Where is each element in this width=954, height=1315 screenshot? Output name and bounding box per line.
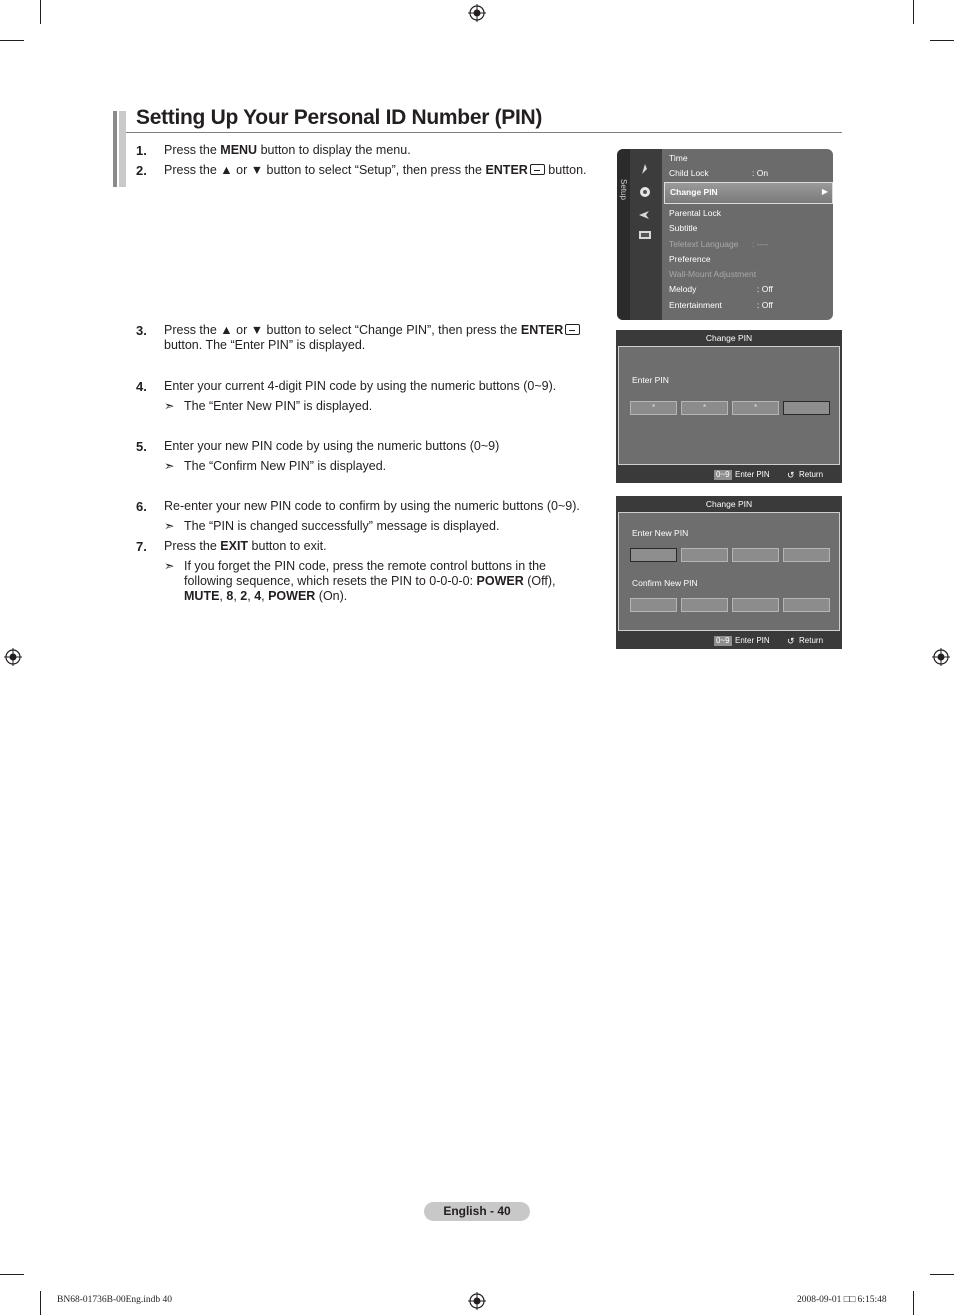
- setup-menu-screenshot: [617, 149, 833, 320]
- menu-side-strip: [617, 149, 630, 320]
- crop-mark: [930, 1274, 954, 1275]
- registration-mark-icon: [468, 4, 486, 22]
- step-text: Enter your current 4-digit PIN code by using the numeric buttons (0~9).: [164, 379, 557, 393]
- menu-item-preference[interactable]: Preference: [669, 254, 711, 264]
- menu-value-teletext-language: : ----: [752, 239, 769, 249]
- step-text: Press the ▲ or ▼ button to select “Setup”, then press the ENTER button.: [164, 163, 587, 177]
- input-icon: [638, 209, 652, 221]
- confirm-new-pin-label: Confirm New PIN: [632, 578, 698, 588]
- footer-return[interactable]: Return: [799, 636, 824, 645]
- pin-digit-box[interactable]: *: [630, 401, 677, 415]
- dialog-footer: [616, 467, 842, 483]
- footer-enter-pin: Enter PIN: [735, 470, 770, 479]
- step-text: Press the MENU button to display the menu.: [164, 143, 411, 157]
- application-icon: [638, 229, 652, 241]
- menu-item-change-pin[interactable]: [664, 182, 833, 204]
- step-number: 7.: [136, 539, 147, 554]
- print-datetime: 2008-09-01 □□ 6:15:48: [797, 1295, 887, 1305]
- new-pin-digit-box[interactable]: [732, 548, 779, 562]
- new-pin-digit-box[interactable]: [681, 548, 728, 562]
- return-icon: ↺: [787, 470, 795, 480]
- note-arrow-icon: ➣: [164, 519, 175, 533]
- step-number: 2.: [136, 163, 147, 178]
- title-accent-bar: [113, 111, 117, 187]
- new-pin-digit-box-active[interactable]: [630, 548, 677, 562]
- step-number: 5.: [136, 439, 147, 454]
- title-accent-bar: [119, 111, 126, 187]
- step-text: Press the EXIT button to exit.: [164, 539, 327, 553]
- note-text: If you forget the PIN code, press the remote control buttons in the following sequence, which resets the PIN to 0-0-0-0: POWER (Off), MUTE, 8, 2, 4, POWER (On).: [184, 559, 556, 603]
- menu-item-entertainment[interactable]: Entertainment: [669, 300, 722, 310]
- dialog-header: Change PIN: [705, 333, 753, 343]
- step-text: Enter your new PIN code by using the numeric buttons (0~9): [164, 439, 500, 453]
- crop-mark: [0, 1274, 24, 1275]
- crop-mark: [40, 0, 41, 24]
- step-number: 1.: [136, 143, 147, 158]
- confirm-pin-digit-box[interactable]: [630, 598, 677, 612]
- submenu-arrow-icon: ▶: [821, 187, 828, 196]
- menu-value-entertainment: : Off: [757, 300, 773, 310]
- menu-item-melody[interactable]: Melody: [669, 284, 697, 294]
- note-arrow-icon: ➣: [164, 459, 175, 473]
- page-title: Setting Up Your Personal ID Number (PIN): [136, 106, 543, 129]
- menu-item-time[interactable]: Time: [669, 153, 688, 163]
- note-arrow-icon: ➣: [164, 559, 175, 573]
- dialog-footer: [616, 633, 842, 649]
- note-arrow-icon: ➣: [164, 399, 175, 413]
- pin-digit-box[interactable]: *: [732, 401, 779, 415]
- setup-gear-icon: [638, 186, 652, 198]
- note-text: The “PIN is changed successfully” message is displayed.: [184, 519, 500, 533]
- confirm-pin-digit-box[interactable]: [783, 598, 830, 612]
- footer-enter-pin: Enter PIN: [735, 636, 770, 645]
- dialog-body: [618, 346, 840, 465]
- step-number: 4.: [136, 379, 147, 394]
- title-divider: [126, 132, 842, 133]
- crop-mark: [40, 1291, 41, 1315]
- enter-pin-dialog: [616, 330, 842, 483]
- pin-digit-box[interactable]: *: [681, 401, 728, 415]
- confirm-pin-digit-box[interactable]: [681, 598, 728, 612]
- crop-mark: [913, 0, 914, 24]
- crop-mark: [0, 40, 24, 41]
- menu-item-label: Change PIN: [670, 187, 718, 197]
- enter-new-pin-label: Enter New PIN: [632, 528, 689, 538]
- dialog-header: Change PIN: [705, 499, 753, 509]
- step-text: Press the ▲ or ▼ button to select “Change PIN”, then press the ENTER button. The “Enter PIN” is displayed.: [164, 323, 596, 353]
- note-text: The “Confirm New PIN” is displayed.: [184, 459, 387, 473]
- new-pin-digit-box[interactable]: [783, 548, 830, 562]
- pin-digit-box-active[interactable]: [783, 401, 830, 415]
- print-file-info: BN68-01736B-00Eng.indb 40: [57, 1295, 173, 1305]
- crop-mark: [930, 40, 954, 41]
- note-text: The “Enter New PIN” is displayed.: [184, 399, 373, 413]
- step-number: 3.: [136, 323, 147, 338]
- return-icon: ↺: [787, 636, 795, 646]
- numeric-key-tag: 0~9: [716, 636, 730, 645]
- enter-pin-label: Enter PIN: [632, 375, 669, 385]
- enter-new-pin-dialog: [616, 496, 842, 649]
- menu-item-parental-lock[interactable]: Parental Lock: [669, 208, 721, 218]
- registration-mark-icon: [468, 1292, 486, 1310]
- menu-item-child-lock[interactable]: Child Lock: [669, 168, 709, 178]
- menu-item-subtitle[interactable]: Subtitle: [669, 223, 698, 233]
- step-number: 6.: [136, 499, 147, 514]
- menu-side-label: Setup: [619, 179, 628, 200]
- confirm-pin-digit-box[interactable]: [732, 598, 779, 612]
- registration-mark-icon: [932, 648, 950, 666]
- enter-icon: [565, 324, 580, 335]
- registration-mark-icon: [4, 648, 22, 666]
- menu-value-child-lock: : On: [752, 168, 769, 178]
- step-text: Re-enter your new PIN code to confirm by using the numeric buttons (0~9).: [164, 499, 580, 513]
- enter-icon: [530, 164, 545, 175]
- menu-value-melody: : Off: [757, 284, 773, 294]
- footer-return[interactable]: Return: [799, 470, 824, 479]
- dialog-body: [618, 512, 840, 631]
- menu-item-wall-mount-adjustment: Wall-Mount Adjustment: [669, 269, 757, 279]
- page-number-badge: English - 40: [424, 1202, 530, 1221]
- picture-icon: [638, 163, 652, 175]
- numeric-key-tag: 0~9: [716, 470, 730, 479]
- menu-item-teletext-language: Teletext Language: [669, 239, 739, 249]
- crop-mark: [913, 1291, 914, 1315]
